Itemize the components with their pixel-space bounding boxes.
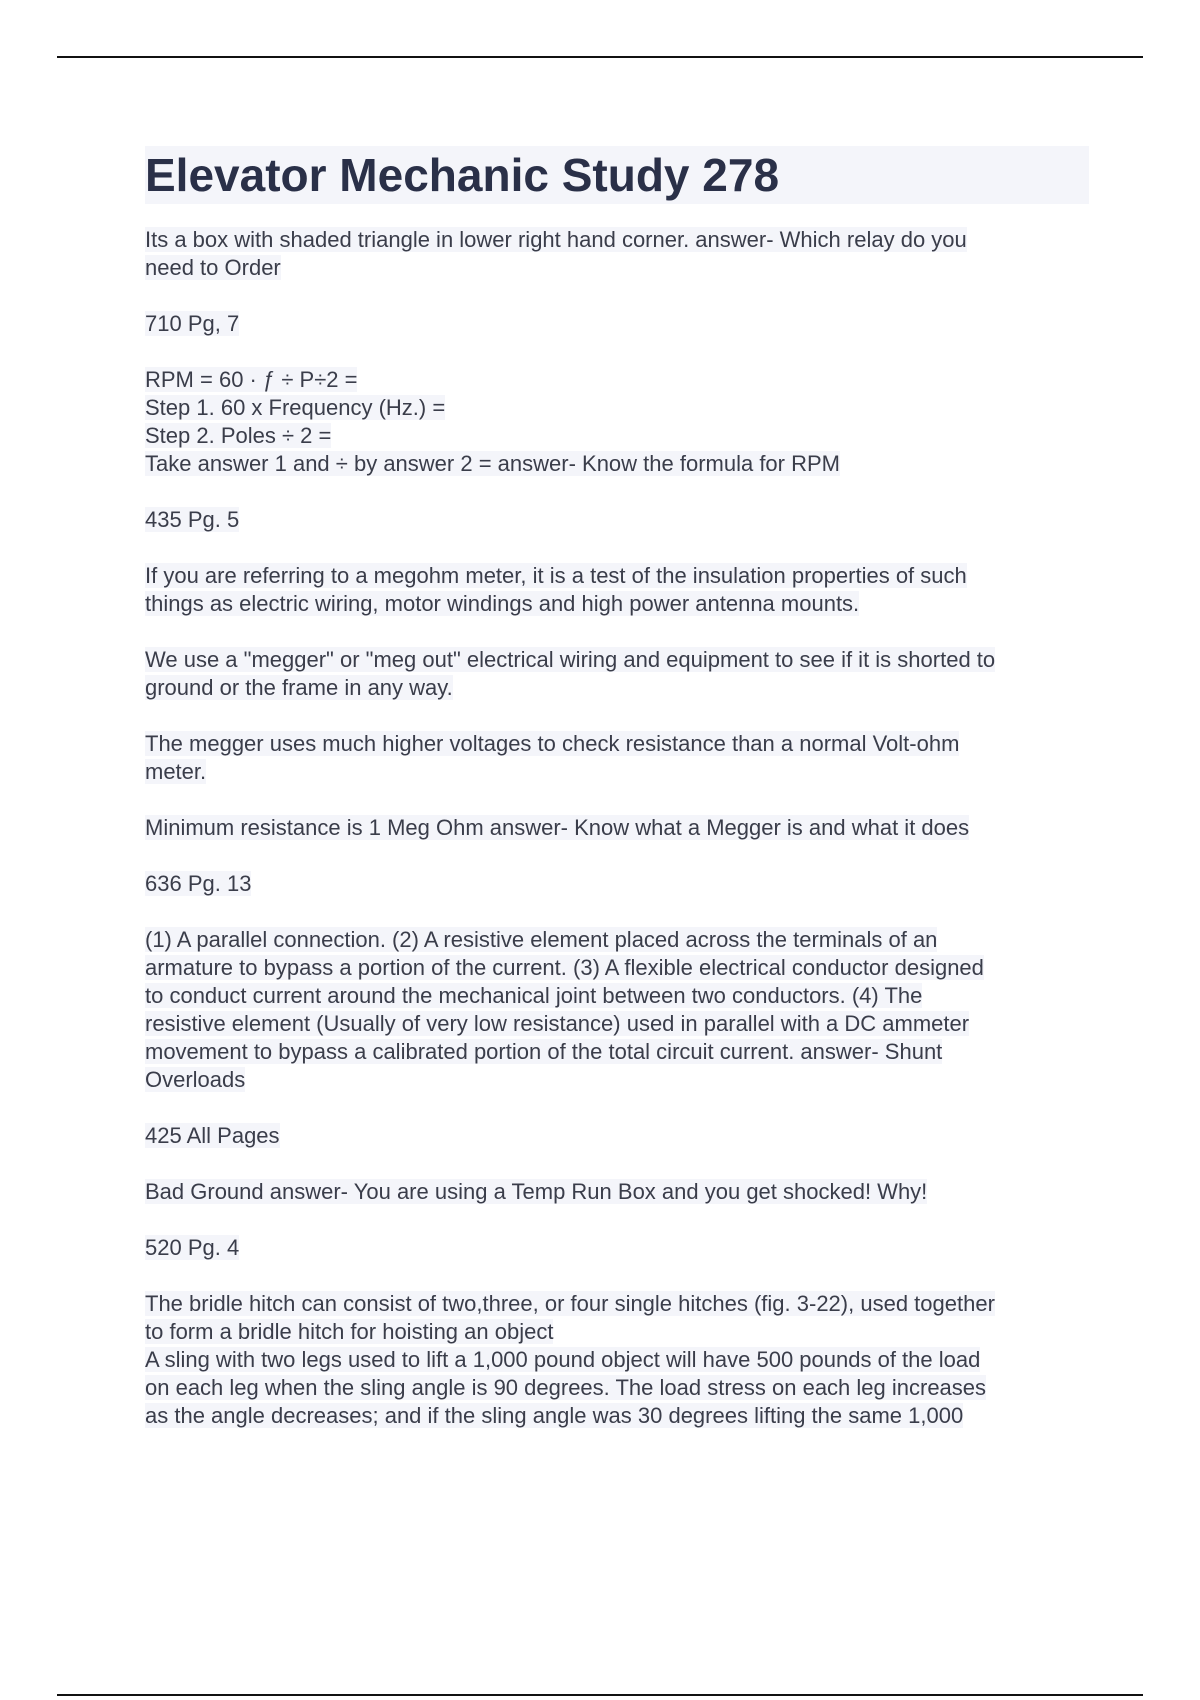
- text-line: to conduct current around the mechanical joint between two conductors. (4) The: [145, 983, 923, 1008]
- text-line: 710 Pg, 7: [145, 311, 240, 336]
- text-line: The bridle hitch can consist of two,three, or four single hitches (fig. 3-22), used together: [145, 1291, 995, 1316]
- title-band: [145, 146, 1089, 204]
- text-line: 425 All Pages: [145, 1123, 280, 1148]
- text-line: Step 2. Poles ÷ 2 =: [145, 423, 332, 448]
- paragraph: [145, 926, 1089, 1094]
- text-line: things as electric wiring, motor windings and high power antenna mounts.: [145, 591, 860, 616]
- text-line: If you are referring to a megohm meter, it is a test of the insulation properties of such: [145, 563, 967, 588]
- paragraph: [145, 646, 1089, 702]
- paragraph: [145, 1122, 1089, 1150]
- text-line: on each leg when the sling angle is 90 degrees. The load stress on each leg increases: [145, 1375, 987, 1400]
- text-line: RPM = 60 · ƒ ÷ P÷2 =: [145, 367, 358, 392]
- text-line: Step 1. 60 x Frequency (Hz.) =: [145, 395, 446, 420]
- paragraph: [145, 226, 1089, 282]
- paragraph: [145, 870, 1089, 898]
- text-line: to form a bridle hitch for hoisting an object: [145, 1319, 554, 1344]
- text-line: 435 Pg. 5: [145, 507, 240, 532]
- page-title: Elevator Mechanic Study 278: [145, 149, 780, 201]
- text-line: Take answer 1 and ÷ by answer 2 = answer- Know the formula for RPM: [145, 451, 840, 476]
- paragraph: [145, 562, 1089, 618]
- text-line: The megger uses much higher voltages to check resistance than a normal Volt-ohm: [145, 731, 960, 756]
- paragraph: [145, 1290, 1089, 1430]
- text-line: Bad Ground answer- You are using a Temp Run Box and you get shocked! Why!: [145, 1179, 928, 1204]
- paragraph: [145, 814, 1089, 842]
- paragraph: [145, 366, 1089, 478]
- paragraph-list: [145, 226, 1089, 1430]
- text-line: meter.: [145, 759, 207, 784]
- paragraph: [145, 730, 1089, 786]
- text-line: We use a "megger" or "meg out" electrical wiring and equipment to see if it is shorted to: [145, 647, 996, 672]
- paragraph: [145, 1178, 1089, 1206]
- text-line: 520 Pg. 4: [145, 1235, 240, 1260]
- text-line: as the angle decreases; and if the sling angle was 30 degrees lifting the same 1,000: [145, 1403, 964, 1428]
- text-line: movement to bypass a calibrated portion of the total circuit current. answer- Shunt: [145, 1039, 943, 1064]
- document-body: [145, 146, 1089, 1430]
- top-rule: [57, 56, 1143, 58]
- text-line: Overloads: [145, 1067, 246, 1092]
- text-line: A sling with two legs used to lift a 1,000 pound object will have 500 pounds of the load: [145, 1347, 981, 1372]
- paragraph: [145, 1234, 1089, 1262]
- paragraph: [145, 506, 1089, 534]
- text-line: 636 Pg. 13: [145, 871, 252, 896]
- text-line: Its a box with shaded triangle in lower right hand corner. answer- Which relay do you: [145, 227, 967, 252]
- text-line: armature to bypass a portion of the current. (3) A flexible electrical conductor designed: [145, 955, 984, 980]
- text-line: need to Order: [145, 255, 281, 280]
- text-line: (1) A parallel connection. (2) A resistive element placed across the terminals of an: [145, 927, 938, 952]
- text-line: Minimum resistance is 1 Meg Ohm answer- Know what a Megger is and what it does: [145, 815, 970, 840]
- paragraph: [145, 310, 1089, 338]
- text-line: ground or the frame in any way.: [145, 675, 453, 700]
- bottom-rule: [57, 1694, 1143, 1696]
- text-line: resistive element (Usually of very low resistance) used in parallel with a DC ammeter: [145, 1011, 970, 1036]
